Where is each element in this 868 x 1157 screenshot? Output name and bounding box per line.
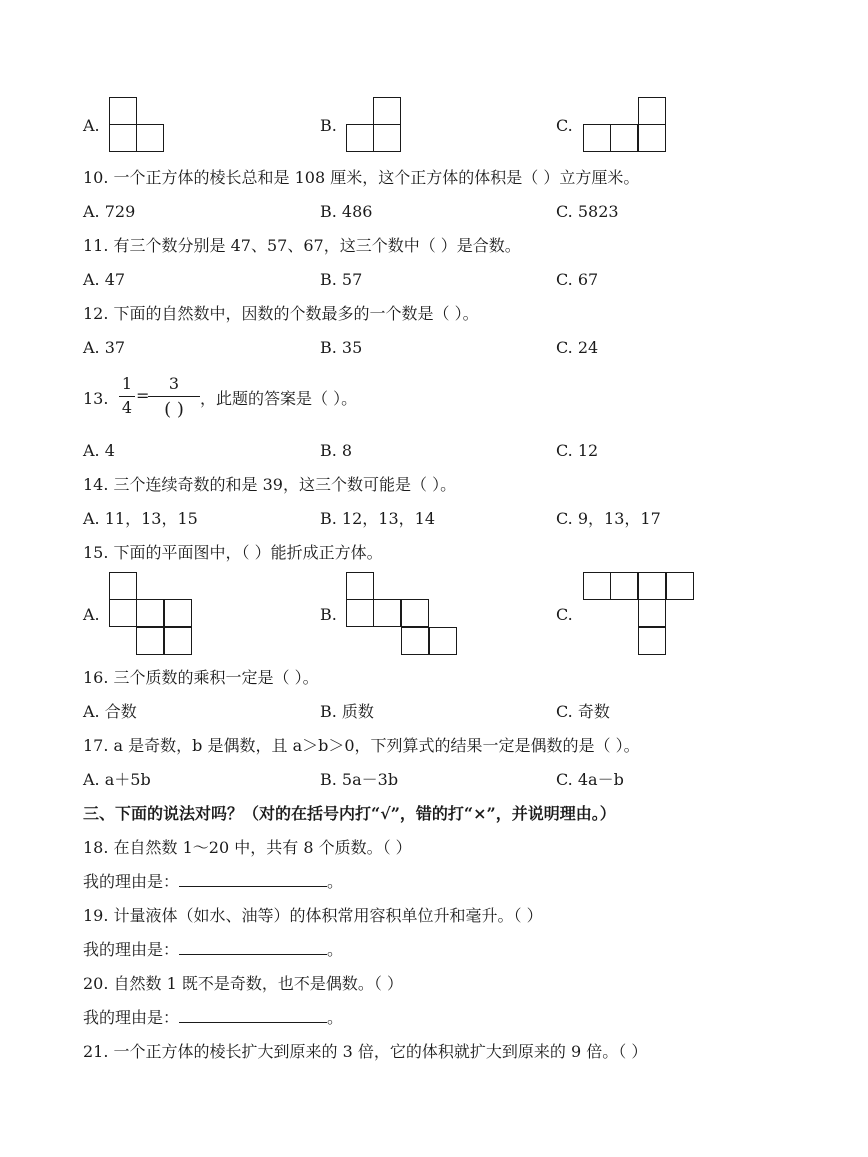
- q20-reason-line: [83, 1008, 343, 1028]
- question-12: 12. 下面的自然数中，因数的个数最多的一个数是（ ）。: [83, 304, 479, 323]
- q17-option-b: B. 5a－3b: [320, 770, 399, 789]
- q15-option-a-label: A.: [83, 605, 100, 624]
- section-3-title: 三、下面的说法对吗？（对的在括号内打“√”，错的打“×”，并说明理由。）: [83, 804, 616, 823]
- q10-option-b: B. 486: [320, 202, 373, 221]
- question-13-text: ，此题的答案是（ ）。: [200, 389, 358, 408]
- q11-option-a: A. 47: [83, 270, 126, 289]
- q13-fraction-right: [148, 372, 200, 422]
- q13-equals-sign: =: [136, 386, 150, 405]
- q14-option-c: C. 9，13，17: [556, 509, 661, 528]
- q10-option-c: C. 5823: [556, 202, 619, 221]
- q13-fraction-left-denominator: 4: [121, 398, 133, 417]
- q18-reason-suffix: 。: [327, 872, 344, 891]
- question-13-number: 13.: [83, 389, 109, 408]
- q20-reason-blank[interactable]: [179, 1008, 327, 1023]
- q16-option-b: B. 质数: [320, 702, 374, 721]
- q18-reason-blank[interactable]: [179, 872, 327, 887]
- question-19: 19. 计量液体（如水、油等）的体积常用容积单位升和毫升。（ ）: [83, 906, 543, 925]
- q18-reason-prefix: 我的理由是：: [83, 872, 180, 891]
- q20-reason-suffix: 。: [327, 1008, 344, 1027]
- q19-reason-blank[interactable]: [179, 940, 327, 955]
- q20-reason-prefix: 我的理由是：: [83, 1008, 180, 1027]
- q12-option-a: A. 37: [83, 338, 126, 357]
- q14-option-b: B. 12，13，14: [320, 509, 436, 528]
- question-10: 10. 一个正方体的棱长总和是 108 厘米，这个正方体的体积是（ ）立方厘米。: [83, 168, 640, 187]
- q16-option-c: C. 奇数: [556, 702, 610, 721]
- q13-option-c: C. 12: [556, 441, 599, 460]
- q16-option-a: A. 合数: [83, 702, 137, 721]
- q10-option-a: A. 729: [83, 202, 136, 221]
- question-15: 15. 下面的平面图中，（ ）能折成正方体。: [83, 543, 383, 562]
- q11-option-c: C. 67: [556, 270, 599, 289]
- question-17: 17. a 是奇数，b 是偶数，且 a＞b＞0，下列算式的结果一定是偶数的是（ ）。: [83, 736, 640, 755]
- q12-option-c: C. 24: [556, 338, 599, 357]
- q13-option-b: B. 8: [320, 441, 353, 460]
- q19-reason-line: [83, 940, 343, 960]
- q13-option-a: A. 4: [83, 441, 115, 460]
- q9-option-b-label: B.: [320, 116, 337, 135]
- q19-reason-prefix: 我的理由是：: [83, 940, 180, 959]
- question-20: 20. 自然数 1 既不是奇数，也不是偶数。（ ）: [83, 974, 403, 993]
- q15-option-b-label: B.: [320, 605, 337, 624]
- q9-option-a-label: A.: [83, 116, 100, 135]
- q9-option-c-label: C.: [556, 116, 573, 135]
- q13-fraction-left-numerator: 1: [121, 374, 133, 393]
- question-14: 14. 三个连续奇数的和是 39，这三个数可能是（ ）。: [83, 475, 457, 494]
- q15-option-c-label: C.: [556, 605, 573, 624]
- question-11: 11. 有三个数分别是 47、57、67，这三个数中（ ）是合数。: [83, 236, 521, 255]
- question-16: 16. 三个质数的乘积一定是（ ）。: [83, 668, 319, 687]
- q13-fraction-right-denominator: ( ): [164, 399, 184, 420]
- question-18: 18. 在自然数 1～20 中，共有 8 个质数。（ ）: [83, 838, 412, 857]
- q12-option-b: B. 35: [320, 338, 363, 357]
- q13-fraction-left: [118, 372, 136, 420]
- question-21: 21. 一个正方体的棱长扩大到原来的 3 倍，它的体积就扩大到原来的 9 倍。（ ）: [83, 1042, 648, 1061]
- q17-option-a: A. a＋5b: [83, 770, 151, 789]
- q19-reason-suffix: 。: [327, 940, 344, 959]
- q17-option-c: C. 4a－b: [556, 770, 624, 789]
- q11-option-b: B. 57: [320, 270, 363, 289]
- q14-option-a: A. 11，13，15: [83, 509, 198, 528]
- q18-reason-line: [83, 872, 343, 892]
- q13-fraction-right-numerator: 3: [168, 374, 180, 393]
